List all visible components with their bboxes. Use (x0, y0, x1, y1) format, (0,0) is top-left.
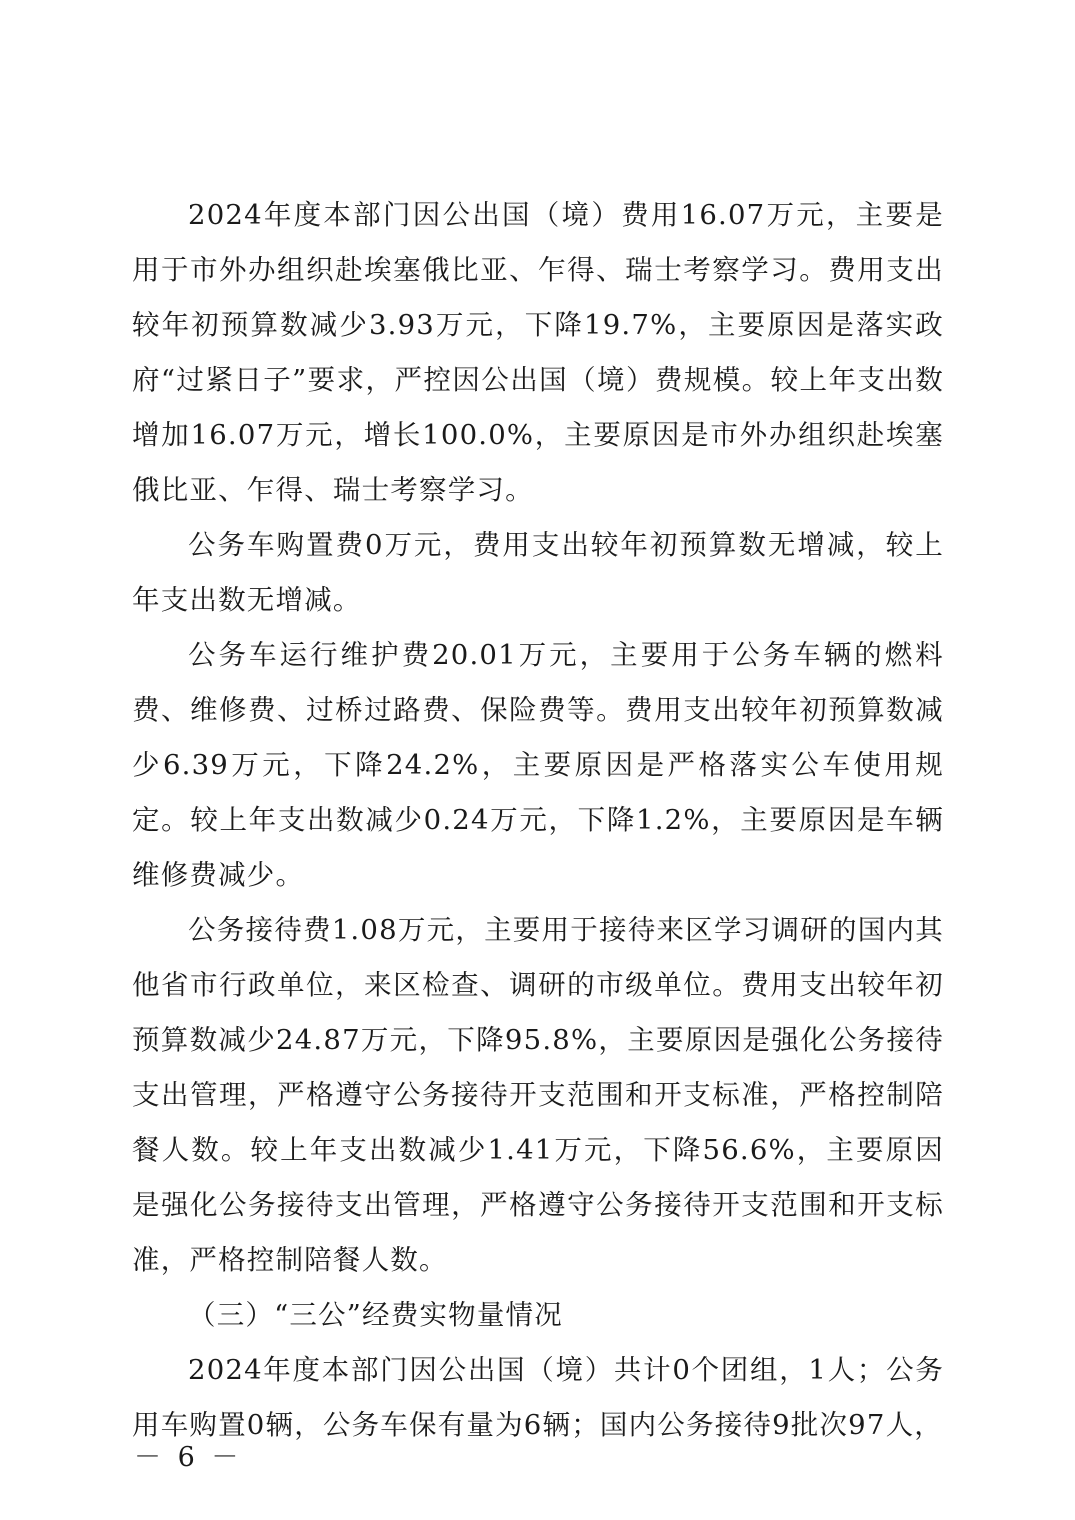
paragraph-overseas-travel: 2024年度本部门因公出国（境）费用16.07万元，主要是用于市外办组织赴埃塞俄比亚、乍得、瑞士考察学习。费用支出较年初预算数减少3.93万元，下降19.7%，主要原因是落实政府“过紧日子”要求，严控因公出国（境）费规模。较上年支出数增加16.07万元，增长100.0%，主要原因是市外办组织赴埃塞俄比亚、乍得、瑞士考察学习。 (132, 199, 944, 506)
document-body (132, 188, 944, 1453)
paragraph-vehicle-purchase: 公务车购置费0万元，费用支出较年初预算数无增减，较上年支出数无增减。 (132, 529, 944, 616)
paragraph-physical-quantity: 2024年度本部门因公出国（境）共计0个团组，1人；公务用车购置0辆，公务车保有量为6辆；国内公务接待9批次97人， (132, 1354, 944, 1441)
paragraph-vehicle-maintenance: 公务车运行维护费20.01万元，主要用于公务车辆的燃料费、维修费、过桥过路费、保险费等。费用支出较年初预算数减少6.39万元，下降24.2%，主要原因是严格落实公车使用规定。较上年支出数减少0.24万元，下降1.2%，主要原因是车辆维修费减少。 (132, 639, 944, 891)
section-heading: （三）“三公”经费实物量情况 (188, 1299, 563, 1331)
page-number: － 6 － (134, 1442, 243, 1473)
paragraph-official-reception: 公务接待费1.08万元，主要用于接待来区学习调研的国内其他省市行政单位，来区检查、调研的市级单位。费用支出较年初预算数减少24.87万元，下降95.8%，主要原因是强化公务接待支出管理，严格遵守公务接待开支范围和开支标准，严格控制陪餐人数。较上年支出数减少1.41万元，下降56.6%，主要原因是强化公务接待支出管理，严格遵守公务接待开支范围和开支标准，严格控制陪餐人数。 (132, 914, 944, 1276)
